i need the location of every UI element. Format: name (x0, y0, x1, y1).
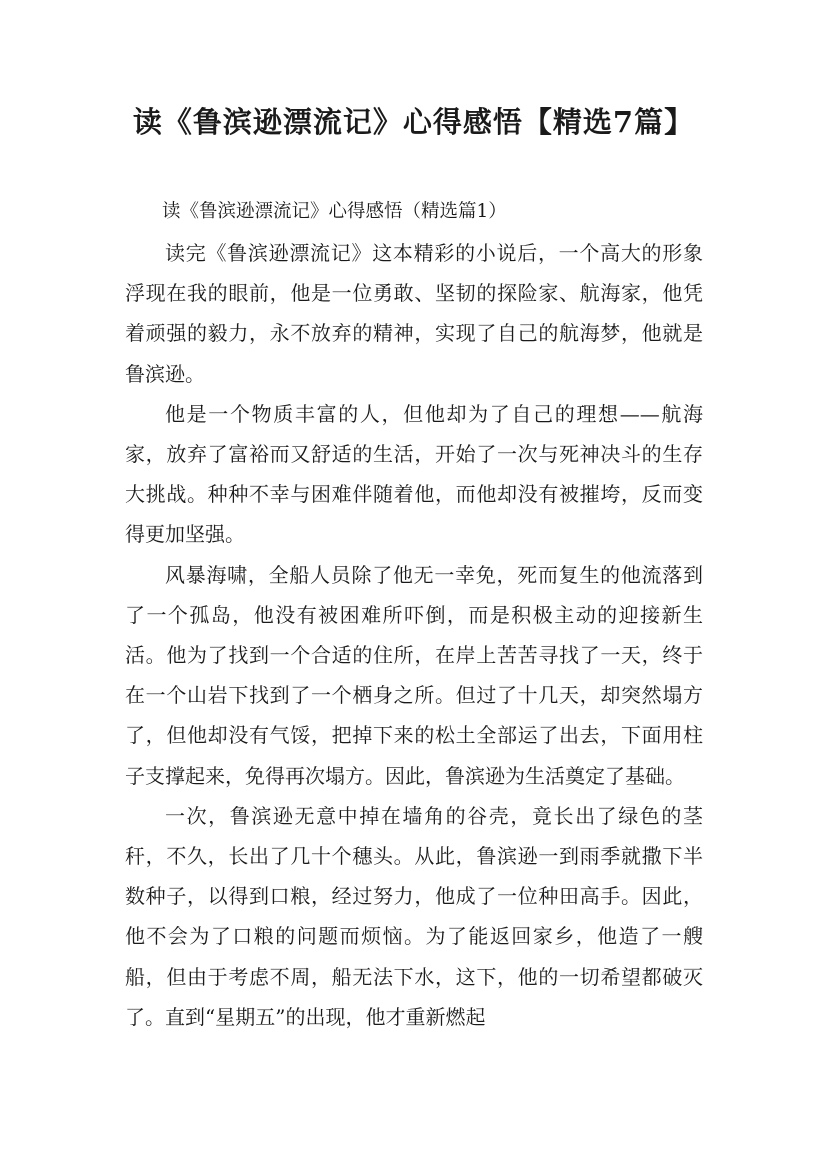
document-body (125, 190, 703, 1037)
paragraph-3: 风暴海啸，全船人员除了他无一幸免，死而复生的他流落到了一个孤岛，他没有被困难所吓倒，而是积极主动的迎接新生活。他为了找到一个合适的住所，在岸上苦苦寻找了一天，终于在一个山岩下找到了一个栖身之所。但过了十几天，却突然塌方了，但他却没有气馁，把掉下来的松土全部运了出去，下面用柱子支撑起来，免得再次塌方。因此，鲁滨逊为生活奠定了基础。 (125, 562, 703, 788)
paragraph-2: 他是一个物质丰富的人，但他却为了自己的理想——航海家，放弃了富裕而又舒适的生活，开始了一次与死神决斗的生存大挑战。种种不幸与困难伴随着他，而他却没有被摧垮，反而变得更加坚强。 (125, 401, 703, 547)
paragraph-1: 读完《鲁滨逊漂流记》这本精彩的小说后，一个高大的形象浮现在我的眼前，他是一位勇敢、坚韧的探险家、航海家，他凭着顽强的毅力，永不放弃的精神，实现了自己的航海梦，他就是鲁滨逊。 (125, 241, 703, 386)
document-title: 读《鲁滨逊漂流记》心得感悟【精选7篇】 (132, 105, 695, 139)
paragraph-4: 一次，鲁滨逊无意中掉在墙角的谷壳，竟长出了绿色的茎秆，不久，长出了几十个穗头。从此，鲁滨逊一到雨季就撒下半数种子，以得到口粮，经过努力，他成了一位种田高手。因此，他不会为了口粮的问题而烦恼。为了能返回家乡，他造了一艘船，但由于考虑不周，船无法下水，这下，他的一切希望都破灭了。直到“星期五”的出现，他才重新燃起 (125, 803, 703, 1029)
section-heading: 读《鲁滨逊漂流记》心得感悟（精选篇1） (162, 201, 507, 222)
